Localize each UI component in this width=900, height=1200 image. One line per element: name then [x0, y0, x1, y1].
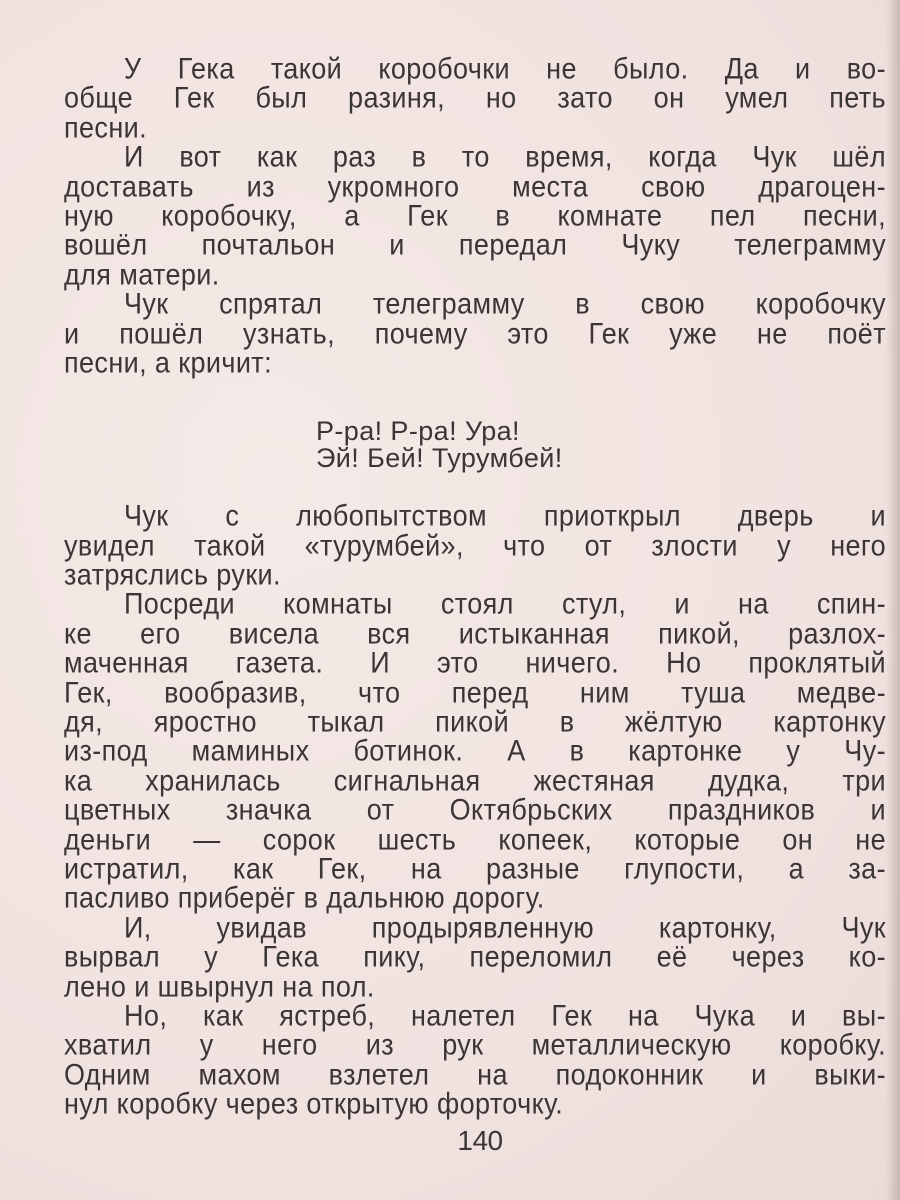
text-line: деньги — сорок шесть копеек, которые он не [64, 823, 886, 856]
text-line: У Гека такой коробочки не было. Да и во- [124, 52, 886, 86]
text-line: Но, как ястреб, налетел Гек на Чука и вы- [124, 999, 886, 1033]
text-line: доставать из укромного места свою драгоцен- [64, 170, 886, 203]
paragraph [64, 502, 886, 590]
text-line: обще Гек был разиня, но зато он умел петь [64, 82, 886, 115]
text-line: истратил, как Гек, на разные глупости, а за- [64, 852, 886, 886]
text-line: из-под маминых ботинок. А в картонке у Чу- [64, 735, 886, 768]
text-line: песни. [64, 111, 148, 144]
text-before-poem [64, 52, 886, 380]
book-text [64, 52, 886, 1121]
page-edge-shadow [886, 0, 900, 1200]
text-line: для матери. [64, 258, 220, 291]
text-line: увидел такой «турумбей», что от злости у него [64, 529, 886, 562]
text-line: хватил у него из рук металлическую коробку. [64, 1029, 886, 1062]
paragraph [64, 911, 886, 1003]
text-line: И вот как раз в то время, когда Чук шёл [124, 140, 886, 174]
text-line: маченная газета. И это ничего. Но проклятый [64, 646, 886, 680]
text-line: ную коробочку, а Гек в комнате пел песни, [64, 199, 886, 233]
text-line: Чук с любопытством приоткрыл дверь и [124, 500, 886, 533]
text-line: Чук спрятал телеграмму в свою коробочку [124, 287, 886, 321]
text-line: ка хранилась сигнальная жестяная дудка, три [64, 764, 886, 797]
text-line: вырвал у Гека пику, переломил её через ко- [64, 940, 886, 974]
text-line: дя, яростно тыкал пикой в жёлтую картонку [64, 705, 886, 739]
text-line: И, увидав продырявленную картонку, Чук [124, 911, 886, 944]
poem [64, 418, 886, 472]
poem-line: Эй! Бей! Турумбей! [316, 443, 563, 474]
text-line: пасливо приберёг в дальнюю дорогу. [64, 882, 545, 915]
text-line: и пошёл узнать, почему это Гек уже не поёт [64, 317, 886, 350]
text-line: Одним махом взлетел на подоконник и выки- [64, 1058, 886, 1091]
text-line: Гек, вообразив, что перед ним туша медве- [64, 676, 886, 709]
poem-line: Р-ра! Р-ра! Ура! [316, 416, 520, 447]
text-line: затряслись руки. [64, 558, 281, 592]
text-line: цветных значка от Октябрьских праздников и [64, 793, 886, 827]
paragraph [64, 287, 886, 380]
paragraph [64, 999, 886, 1121]
paragraph [64, 52, 886, 144]
page-number: 140 [457, 1125, 503, 1156]
text-after-poem [64, 502, 886, 1119]
paragraph [64, 140, 886, 291]
paragraph [64, 590, 886, 913]
text-line: нул коробку через открытую форточку. [64, 1087, 564, 1121]
text-line: Посреди комнаты стоял стул, и на спин- [124, 588, 886, 621]
text-line: ке его висела вся истыканная пикой, разлох- [64, 617, 886, 651]
text-line: лено и швырнул на пол. [64, 970, 375, 1003]
text-line: вошёл почтальон и передал Чуку телеграмму [64, 229, 886, 262]
text-line: песни, а кричит: [64, 346, 272, 380]
